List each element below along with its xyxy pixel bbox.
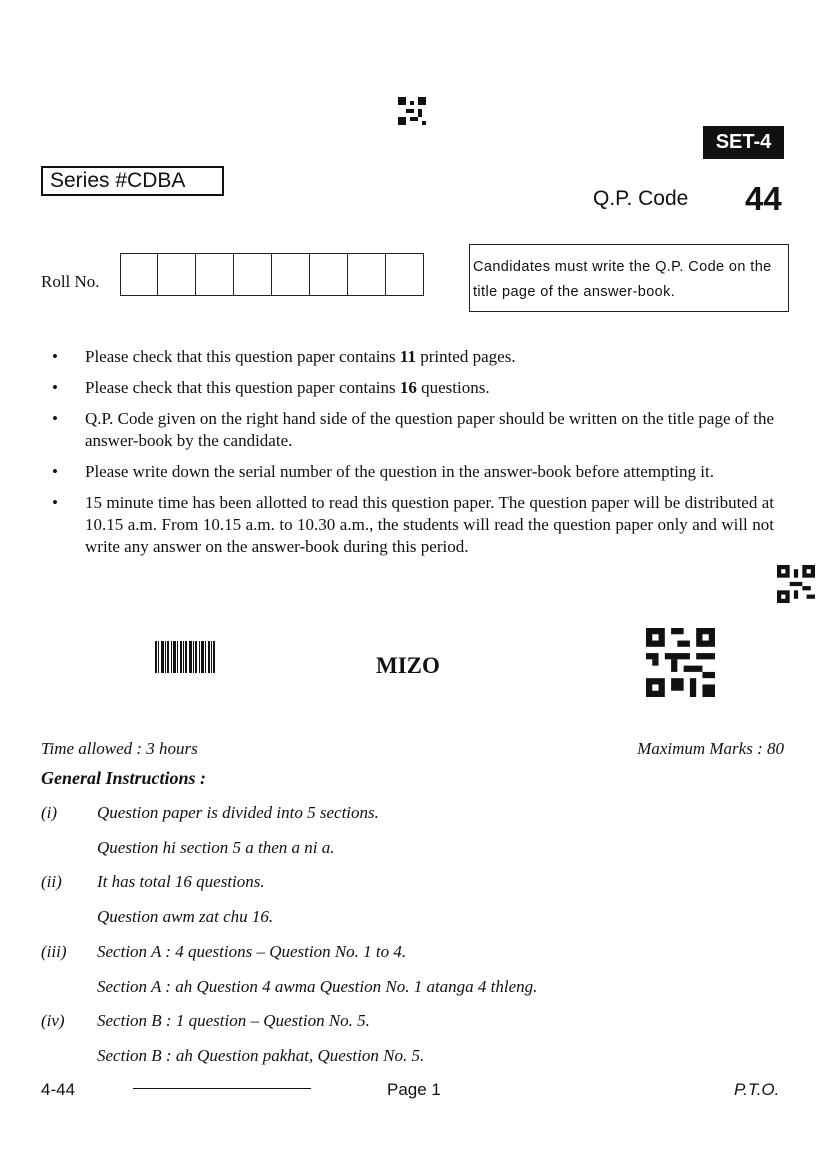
qr-code-icon [646, 628, 715, 697]
roll-digit-box[interactable] [348, 253, 386, 296]
paper-code: 4-44 [41, 1080, 76, 1099]
subject-title: MIZO [376, 653, 440, 678]
roll-digit-box[interactable] [196, 253, 234, 296]
qr-code-icon [777, 565, 815, 603]
qp-code-label: Q.P. Code [593, 187, 689, 210]
checklist-item: • Please check that this question paper contains 11 printed pages. [52, 346, 774, 368]
roll-digit-box[interactable] [158, 253, 196, 296]
series-label: Series #CDBA [41, 166, 224, 196]
checklist-item: • Please check that this question paper contains 16 questions. [52, 377, 774, 399]
please-turn-over: P.T.O. [734, 1080, 780, 1099]
roll-digit-box[interactable] [310, 253, 348, 296]
qp-code-value: 44 [745, 180, 782, 217]
time-allowed: Time allowed : 3 hours [41, 739, 198, 758]
qr-code-icon [398, 97, 426, 125]
footer-divider [133, 1088, 311, 1089]
roll-digit-box[interactable] [386, 253, 424, 296]
checklist [52, 346, 774, 567]
barcode-icon [155, 641, 223, 673]
page-number: Page 1 [387, 1080, 441, 1099]
checklist-item: • Q.P. Code given on the right hand side of the question paper should be written on the title page of the answer-book by the candidate. [52, 408, 774, 452]
roll-number-boxes[interactable] [120, 253, 424, 296]
set-badge: SET-4 [703, 126, 784, 159]
roll-digit-box[interactable] [234, 253, 272, 296]
checklist-item: • Please write down the serial number of the question in the answer-book before attempting it. [52, 461, 774, 483]
maximum-marks: Maximum Marks : 80 [637, 739, 784, 758]
roll-digit-box[interactable] [120, 253, 158, 296]
roll-digit-box[interactable] [272, 253, 310, 296]
roll-number-label: Roll No. [41, 272, 100, 291]
checklist-item: • 15 minute time has been allotted to read this question paper. The question paper will be distributed at 10.15 a.m. From 10.15 a.m. to 10.30 a.m., the students will read the question paper only and will not write any answer on the answer-book during this period. [52, 492, 774, 558]
general-instructions-heading: General Instructions : [41, 768, 207, 788]
candidate-note: Candidates must write the Q.P. Code on the title page of the answer-book. [469, 244, 789, 312]
